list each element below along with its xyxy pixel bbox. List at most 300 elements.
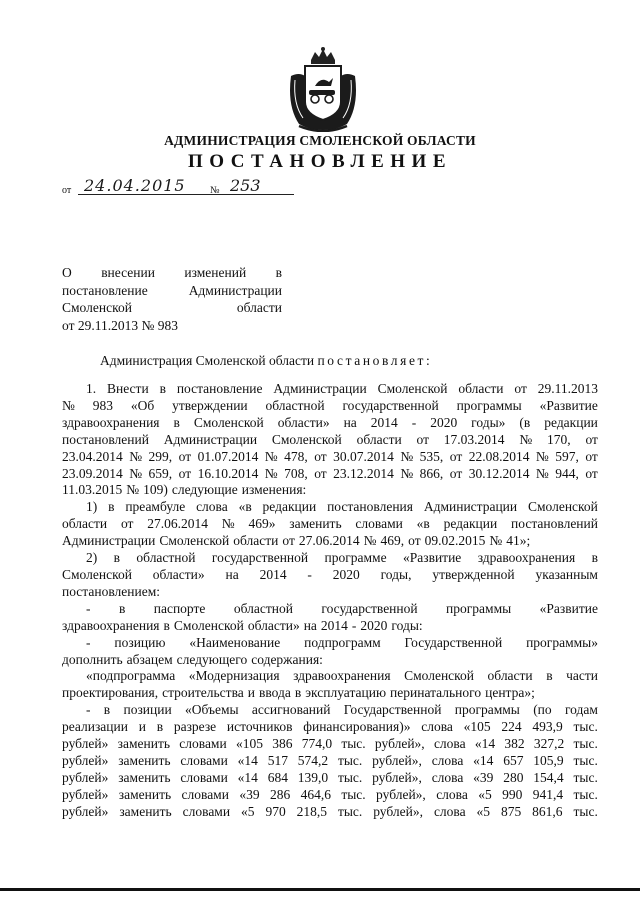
body-word: № [363, 533, 377, 549]
body-word: «подпрограмма [86, 668, 176, 684]
body-line [62, 719, 598, 736]
body-word: рублей» [62, 769, 109, 785]
body-word: «Модернизация [188, 668, 280, 684]
organization-name: АДМИНИСТРАЦИЯ СМОЛЕНСКОЙ ОБЛАСТИ [164, 133, 476, 148]
body-word: рублей» [62, 786, 109, 802]
body-word: 218,5 [296, 803, 328, 819]
body-word: абзацем [126, 651, 173, 667]
body-word: № [126, 482, 140, 498]
body-word: 659, [148, 465, 173, 481]
body-word: слова [436, 786, 468, 802]
body-word: содержания: [251, 651, 323, 667]
body-word: 286 [269, 786, 291, 802]
subject-word: в [275, 265, 282, 280]
coat-of-arms-icon [285, 46, 361, 132]
body-word: от [449, 465, 463, 481]
body-word: программы [454, 702, 520, 718]
body-word: «105 [463, 719, 491, 735]
body-word: тыс. [337, 769, 363, 785]
body-word: № [519, 431, 533, 447]
body-word: Смоленской [527, 499, 598, 515]
body-line [62, 668, 598, 685]
body-word: - [86, 702, 91, 718]
body-word: от [314, 465, 327, 481]
body-word: 1. [86, 381, 97, 396]
body-word: 574,2 [297, 752, 329, 768]
body-line [62, 770, 598, 787]
body-word: слова [431, 752, 464, 768]
body-word: здравоохранения [62, 414, 160, 430]
body-word: 30.12.2014 [468, 465, 530, 481]
body-line [62, 702, 598, 719]
body-word: от [449, 448, 463, 464]
subject-word: постановление [62, 282, 148, 298]
body-word: и [247, 685, 255, 701]
body-word: ассигнований [251, 702, 331, 718]
body-line [62, 449, 598, 466]
body-word: Смоленской [404, 668, 475, 684]
body-word: областной [136, 550, 196, 566]
body-word: Администрации [423, 499, 518, 515]
body-line [62, 516, 598, 533]
body-word: Смоленской [173, 617, 244, 633]
body-word: № [221, 516, 235, 532]
body-word: в [103, 702, 111, 718]
body-word: рублей» [62, 752, 109, 768]
body-line [62, 685, 598, 702]
body-word: «Об [130, 397, 155, 413]
body-word: (в [519, 414, 531, 430]
body-word: «Объемы [184, 702, 239, 718]
body-word: преамбуле [125, 499, 186, 515]
body-word: 944, [555, 465, 579, 481]
body-word: рублей» [62, 736, 109, 752]
body-word: в [113, 550, 121, 566]
subject-word: изменений [184, 265, 247, 280]
body-word: слова [433, 736, 466, 752]
preamble-action: постановляет: [317, 353, 433, 368]
body-word: «14 [474, 736, 496, 752]
body-word: утверждении [172, 397, 248, 413]
body-word: источников [226, 719, 293, 735]
body-word: рублей», [372, 769, 422, 785]
body-word: и [138, 719, 146, 735]
body-word: от [178, 448, 192, 464]
body-word: 517 [267, 752, 288, 768]
body-word: области [356, 431, 402, 447]
body-word: № [264, 465, 278, 481]
body-word: 170, [547, 431, 571, 447]
body-word: слова [196, 499, 228, 515]
body-word: «5 [476, 803, 491, 819]
body-word: «14 [473, 752, 494, 768]
body-word: утвержденной [432, 566, 515, 582]
body-word: «в [238, 499, 252, 515]
body-word: 41»; [506, 533, 531, 549]
body-word: государственной [342, 397, 439, 413]
body-word: области [487, 668, 533, 684]
body-word: от [585, 465, 598, 481]
body-word: 22.08.2014 [468, 448, 530, 464]
body-word: словами [180, 769, 228, 785]
body-word: 941,4 [532, 786, 564, 802]
body-word: № [264, 448, 278, 464]
body-word: рублей», [372, 752, 422, 768]
handwritten-date: 24.04.2015 [84, 176, 186, 195]
document-type: ПОСТАНОВЛЕНИЕ [187, 151, 453, 172]
body-word: 23.12.2014 [333, 465, 394, 481]
body-word: 09.02.2015 [424, 533, 486, 549]
body-word: от [120, 516, 134, 532]
body-word: рублей», [376, 786, 426, 802]
body-word: тыс. [337, 803, 363, 819]
body-word: - [351, 617, 357, 633]
body-word: 109) [143, 482, 168, 498]
body-word: от [585, 431, 598, 447]
body-word: области» [277, 414, 330, 430]
body-word: 861,6 [532, 803, 563, 819]
body-word: Смоленской [193, 414, 264, 430]
body-word: № [62, 397, 75, 413]
subject-word: от 29.11.2013 № 983 [62, 317, 178, 333]
body-word: эксплуатацию [305, 685, 387, 701]
body-word: заменить [117, 736, 171, 752]
body-line [62, 381, 598, 398]
body-word: 224 [501, 719, 522, 735]
body-word: 11.03.2015 [62, 482, 123, 498]
body-word: 774,0 [301, 736, 333, 752]
body-word: 990 [502, 786, 523, 802]
body-word: тыс. [573, 803, 598, 819]
body-word: № [489, 533, 503, 549]
body-line [62, 584, 598, 601]
body-word: 970 [265, 803, 286, 819]
body-word: строительства [162, 685, 244, 701]
body-word: 535, [419, 448, 444, 464]
body-word: слова [431, 769, 464, 785]
body-line [62, 618, 598, 635]
body-word: 657 [503, 752, 524, 768]
preamble-lead: Администрация Смоленской области [100, 353, 315, 368]
body-word: словами [355, 516, 403, 532]
body-line [62, 432, 598, 449]
body-line [62, 787, 598, 804]
body-word: от [408, 533, 421, 549]
body-word: программы» [526, 634, 598, 650]
body-word: государственной [211, 550, 309, 566]
body-word: разрезе [173, 719, 217, 735]
body-word: 299, [148, 448, 173, 464]
body-line [62, 466, 598, 483]
body-word: заменить [119, 803, 172, 819]
body-word: № [535, 465, 549, 481]
body-word: заменить [118, 752, 171, 768]
body-word: от [282, 533, 295, 549]
body-word: Администрации [163, 431, 258, 447]
body-word: тыс. [573, 786, 598, 802]
body-word: «5 [478, 786, 492, 802]
body-word: 2020 [332, 566, 360, 582]
body-word: 469» [248, 516, 276, 532]
body-word: «Наименование [189, 634, 281, 650]
body-word: Администрации [273, 381, 367, 396]
body-word: изменения: [241, 482, 307, 498]
body-word: программы [456, 397, 522, 413]
body-word: Смоленской [62, 566, 132, 582]
body-word: заменить [118, 786, 172, 802]
body-word: в [591, 550, 598, 566]
body-word: «105 [235, 736, 263, 752]
body-word: словами [182, 803, 231, 819]
body-word: области» [247, 617, 300, 633]
body-word: 386 [272, 736, 293, 752]
body-word: в [173, 414, 180, 430]
body-word: в [156, 719, 164, 735]
body-word: постановлением: [62, 583, 160, 599]
body-word: рублей», [373, 803, 423, 819]
body-word: позиции [123, 702, 172, 718]
handwritten-number: 253 [230, 176, 261, 195]
body-word: годы, [380, 566, 412, 582]
body-word: позицию [114, 634, 166, 650]
body-word: «39 [473, 769, 494, 785]
body-word: на [225, 566, 239, 582]
body-word: «39 [239, 786, 260, 802]
body-word: 983 [92, 397, 113, 413]
body-word: перинатального [390, 685, 482, 701]
body-word: ввода [259, 685, 291, 701]
body-word: 478, [284, 448, 308, 464]
body-word: центра»; [485, 685, 535, 701]
body-word: - [411, 414, 417, 430]
body-word: тыс. [337, 752, 363, 768]
body-word: 2) [86, 550, 98, 566]
body-line [62, 652, 598, 669]
body-word: 2014 [259, 566, 287, 582]
body-word: «14 [237, 769, 258, 785]
body-word: словами [181, 786, 229, 802]
date-prefix: от [62, 185, 72, 196]
body-word: № [535, 448, 549, 464]
body-line [62, 753, 598, 770]
body-word: подпрограмм [304, 634, 381, 650]
body-word: редакции [443, 516, 498, 532]
body-word: Смоленской [159, 533, 230, 549]
body-word: 27.06.2014 [147, 516, 208, 532]
body-line [62, 398, 598, 415]
body-word: следующие [171, 482, 238, 498]
body-word: области [458, 381, 504, 396]
body-word: 464,6 [300, 786, 331, 802]
body-word: словами [179, 736, 227, 752]
subject-word: Администрации [188, 282, 282, 298]
body-line [62, 804, 598, 821]
body-word: - [86, 634, 91, 650]
body-word: Внести [107, 381, 149, 396]
body-word: 27.06.2014 [298, 533, 360, 549]
body-word: - [86, 600, 91, 616]
body-word: 493,9 [532, 719, 563, 735]
body-word: словами [180, 752, 228, 768]
body-word: рублей», [374, 736, 425, 752]
body-word: постановлений [511, 516, 598, 532]
body-word: № [400, 465, 414, 481]
body-word: рублей» [62, 803, 109, 819]
body-word: части [566, 668, 598, 684]
body-word: Смоленской [271, 431, 342, 447]
body-word: годам [564, 702, 598, 718]
body-word: от [514, 381, 527, 396]
body-word: на [303, 617, 317, 633]
subject-line [62, 282, 282, 300]
body-word: реализации [62, 719, 128, 735]
body-line [62, 499, 598, 516]
body-word: области [62, 516, 108, 532]
body-word: 1) [86, 499, 98, 515]
body-word: заменить [118, 769, 171, 785]
body-word: 01.07.2014 [197, 448, 259, 464]
body-word: постановлений [62, 431, 149, 447]
body-word: 23.04.2014 [62, 448, 123, 464]
body-word: постановления [327, 499, 413, 515]
subject-line [62, 299, 282, 317]
body-word: от [585, 448, 598, 464]
body-word: № [400, 448, 414, 464]
body-word: годы» [471, 414, 506, 430]
body-word: здравоохранения [62, 617, 160, 633]
body-word: тыс. [341, 786, 366, 802]
body-word: годы: [391, 617, 423, 633]
body-line [62, 415, 598, 432]
body-word: 2014 [370, 414, 398, 430]
document-subject [62, 264, 282, 334]
body-word: (по [533, 702, 552, 718]
body-word: тыс. [573, 736, 598, 752]
body-word: финансирования)» [303, 719, 411, 735]
subject-word: Смоленской [62, 300, 132, 315]
body-word: государственной [321, 600, 418, 616]
body-word: от [314, 448, 327, 464]
body-word: редакции [262, 499, 317, 515]
body-line [62, 736, 598, 753]
subject-word: внесении [101, 265, 155, 280]
body-word: в [163, 617, 170, 633]
body-word: тыс. [573, 752, 598, 768]
body-word: указанным [535, 566, 598, 582]
body-word: 17.03.2014 [443, 431, 505, 447]
body-word: тыс. [573, 719, 598, 735]
body-word: 469, [380, 533, 405, 549]
preamble [100, 353, 432, 369]
body-word: «Развитие [403, 550, 462, 566]
body-word: 280 [503, 769, 524, 785]
body-word: 684 [267, 769, 288, 785]
body-word: на [343, 414, 357, 430]
body-word: 16.10.2014 [197, 465, 259, 481]
body-line [62, 482, 598, 499]
body-word: № [129, 448, 143, 464]
body-word: 708, [284, 465, 308, 481]
body-word: постановление [176, 381, 263, 396]
body-line [62, 635, 598, 652]
body-word: 597, [555, 448, 579, 464]
body-word: в [294, 685, 302, 701]
body-word: «в [416, 516, 430, 532]
body-line [62, 550, 598, 567]
body-word: 154,4 [533, 769, 564, 785]
body-word: области» [152, 566, 205, 582]
body-word: паспорте [153, 600, 206, 616]
body-word: слова [433, 803, 466, 819]
body-word: - [307, 566, 312, 582]
body-word: 139,0 [297, 769, 329, 785]
body-word: области [233, 533, 279, 549]
body-word: «Развитие [539, 600, 598, 616]
body-word: следующего [176, 651, 248, 667]
body-word: здравоохранения [293, 668, 391, 684]
subject-line [62, 317, 282, 335]
body-line [62, 567, 598, 584]
body-word: Смоленской [377, 381, 448, 396]
body-word: 29.11.2013 [537, 381, 598, 396]
body-word: программе [324, 550, 387, 566]
body-word: Государственной [343, 702, 442, 718]
body-word: заменить [289, 516, 342, 532]
body-word: в [159, 381, 166, 396]
body-word: Администрации [62, 533, 156, 549]
body-line [62, 533, 598, 550]
body-word: в [108, 499, 115, 515]
bottom-rule [0, 888, 640, 891]
body-word: 2014 [320, 617, 348, 633]
body-word: тыс. [341, 736, 366, 752]
body-word: 2020 [430, 414, 458, 430]
body-word: «5 [241, 803, 255, 819]
body-word: 30.07.2014 [333, 448, 394, 464]
body-word: «14 [237, 752, 258, 768]
body-word: 875 [500, 803, 522, 819]
body-word: Государственной [404, 634, 503, 650]
body-word: программы [446, 600, 512, 616]
date-number-line [62, 176, 362, 198]
body-word: 105,9 [533, 752, 564, 768]
body-word: 327,2 [533, 736, 565, 752]
subject-word: области [236, 300, 282, 315]
number-label: № [210, 185, 220, 196]
body-word: 2020 [360, 617, 388, 633]
body-word: 382 [504, 736, 525, 752]
body-word: областной [233, 600, 293, 616]
subject-word: О [62, 265, 72, 280]
body-line [62, 601, 598, 618]
body-word: областной [265, 397, 325, 413]
body-word: дополнить [62, 651, 123, 667]
body-word: от [178, 465, 192, 481]
body-word: «Развитие [539, 397, 598, 413]
body-word: тыс. [573, 769, 598, 785]
body-word: редакции [544, 414, 598, 430]
body-word: в [118, 600, 126, 616]
body-word: 866, [419, 465, 444, 481]
body-word: от [416, 431, 429, 447]
body-word: проектирования, [62, 685, 159, 701]
body-word: 23.09.2014 [62, 465, 123, 481]
body-word: в [546, 668, 553, 684]
body-word: здравоохранения [477, 550, 576, 566]
body-word: слова [421, 719, 453, 735]
subject-line [62, 264, 282, 282]
document-body [62, 381, 598, 821]
